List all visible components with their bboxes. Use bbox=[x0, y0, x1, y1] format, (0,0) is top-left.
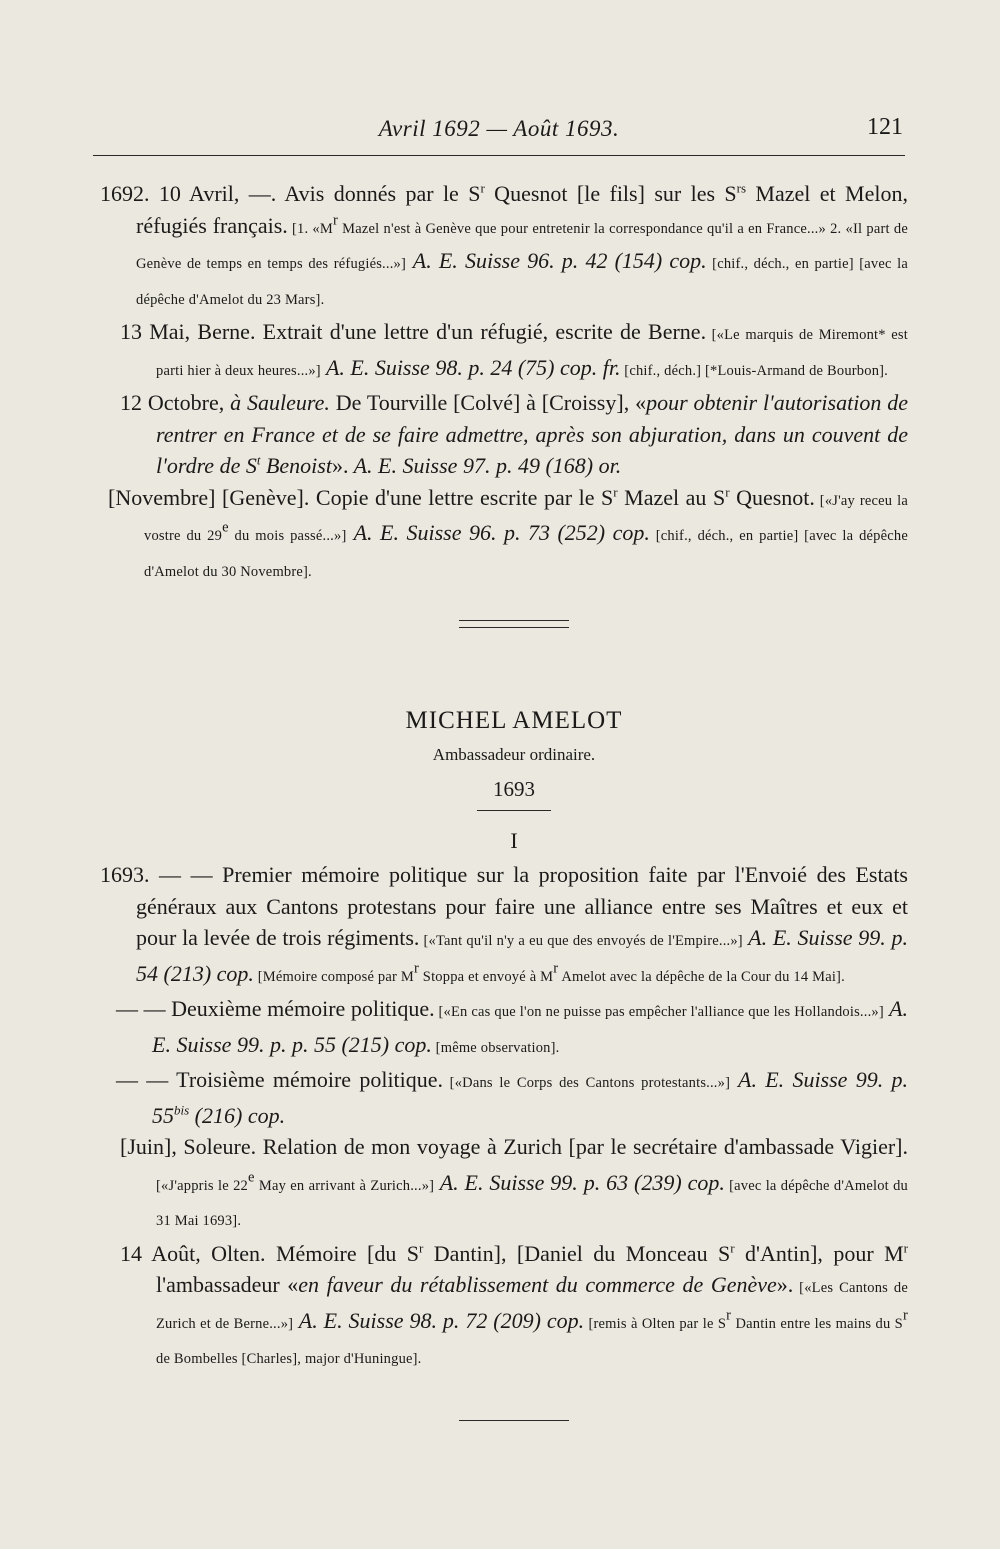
entry-note: [«Le marquis de Miremont* est parti hier à deux heures...»] bbox=[156, 327, 909, 379]
entry-1693-troisieme-memoire bbox=[116, 1064, 908, 1131]
entry-lead: l'ambassadeur « bbox=[156, 1272, 299, 1297]
entry-note: [«J'ay receu la vostre du 29 bbox=[144, 492, 908, 544]
archive-reference: A. E. Suisse 97. p. 49 (168) or. bbox=[348, 453, 622, 478]
entry-lead: De Tourville [Colvé] à [Croissy], « bbox=[329, 390, 647, 415]
superscript: r bbox=[419, 1240, 424, 1256]
superscript: rs bbox=[736, 180, 747, 196]
archive-reference: A. E. Suisse 99. p. 55 bbox=[152, 1067, 909, 1128]
entry-quote: en faveur du rétablissement du commerce de Genève bbox=[298, 1272, 777, 1297]
section-number: I bbox=[510, 828, 518, 853]
superscript: r bbox=[480, 180, 485, 196]
entry-note: Mazel n'est à Genève que pour entretenir la correspondance qu'il a en France...» 2. «Il part de Genève de temps en temps des réfugiés...»] bbox=[136, 220, 908, 272]
entry-1693-juin bbox=[120, 1131, 908, 1238]
superscript: t bbox=[256, 452, 261, 468]
superscript: r bbox=[725, 484, 730, 500]
superscript: r bbox=[613, 484, 618, 500]
archive-reference: A. E. Suisse 98. p. 24 (75) cop. fr. bbox=[320, 354, 621, 380]
section-separator bbox=[459, 620, 569, 628]
superscript: e bbox=[248, 1169, 255, 1186]
entry-lead: Mazel et Melon, réfugiés français. bbox=[136, 181, 908, 238]
superscript: r bbox=[726, 1307, 732, 1324]
entry-lead: 12 Octobre, bbox=[120, 390, 231, 415]
entry-note: Stoppa et envoyé à M bbox=[418, 968, 554, 985]
entry-1692-octobre bbox=[120, 387, 908, 482]
entry-lead: d'Antin], pour M bbox=[734, 1240, 904, 1266]
entry-lead: Mazel au S bbox=[617, 484, 726, 510]
superscript: r bbox=[553, 960, 559, 977]
entry-lead: 14 Août, Olten. Mémoire [du S bbox=[120, 1240, 419, 1266]
entry-note: Amelot avec la dépêche de la Cour du 14 Mai]. bbox=[558, 968, 845, 985]
entry-note: [«J'appris le 22 bbox=[156, 1177, 248, 1194]
year-rule bbox=[477, 810, 551, 811]
entry-note: [chif., déch., en partie] [avec la dépêche d'Amelot du 23 Mars]. bbox=[136, 256, 908, 308]
superscript: e bbox=[222, 519, 229, 536]
entry-note: [«Dans le Corps des Cantons protestants...»] bbox=[443, 1075, 731, 1091]
running-title: Avril 1692 — Août 1693. bbox=[378, 116, 620, 141]
entry-lead: [Novembre] [Genève]. Copie d'une lettre escrite par le S bbox=[108, 484, 614, 510]
entry-quote: pour obtenir l'autorisation de rentrer en France et de se faire admettre, après son abjuration, dans un couvent de l'ordre de S bbox=[156, 390, 908, 478]
entry-lead: — — Deuxième mémoire politique. bbox=[116, 996, 435, 1021]
entry-lead: Quesnot. bbox=[729, 484, 815, 510]
entry-note: [avec la dépêche d'Amelot du 31 Mai 1693]. bbox=[156, 1177, 908, 1229]
entry-note: Dantin entre les mains du S bbox=[731, 1315, 903, 1332]
page-body bbox=[100, 172, 909, 1421]
entry-note: [même observation]. bbox=[431, 1039, 560, 1056]
entry-1693-premier-memoire bbox=[100, 859, 908, 993]
entry-lead: ». bbox=[776, 1272, 794, 1297]
entry-lead: [Juin], Soleure. Relation de mon voyage à Zurich [par le secrétaire d'ambassade Vigier]. bbox=[120, 1134, 908, 1159]
page-number: 121 bbox=[867, 114, 903, 140]
entry-note: [Mémoire composé par M bbox=[253, 968, 414, 985]
entry-note: [chif., déch.] [*Louis-Armand de Bourbon]. bbox=[620, 362, 888, 379]
entry-note: de Bombelles [Charles], major d'Huningue]. bbox=[156, 1351, 422, 1367]
superscript: bis bbox=[174, 1102, 190, 1118]
archive-reference: A. E. Suisse 96. p. 42 (154) cop. bbox=[406, 248, 707, 273]
entry-lead: Dantin], [Daniel du Monceau S bbox=[423, 1240, 731, 1266]
entry-lead: 13 Mai, Berne. Extrait d'une lettre d'un réfugié, escrite de Berne. bbox=[120, 319, 707, 344]
entry-lead: ». bbox=[331, 453, 349, 478]
archive-reference: A. E. Suisse 96. p. 73 (252) cop. bbox=[346, 520, 650, 545]
superscript: r bbox=[730, 1240, 735, 1256]
archive-reference: A. E. Suisse 99. p. 54 (213) cop. bbox=[136, 925, 909, 986]
end-rule bbox=[459, 1420, 569, 1421]
entry-lead: — — Troisième mémoire politique. bbox=[116, 1067, 444, 1092]
archive-reference: A. E. Suisse 99. p. 63 (239) cop. bbox=[434, 1169, 725, 1195]
section-title: MICHEL AMELOT bbox=[405, 707, 623, 734]
entry-quote: Benoist bbox=[260, 453, 332, 478]
entry-1692-avril bbox=[100, 178, 908, 316]
superscript: r bbox=[332, 212, 339, 229]
entry-note: [1. «M bbox=[287, 220, 333, 237]
superscript: r bbox=[902, 1307, 908, 1324]
superscript: r bbox=[903, 1240, 908, 1256]
header-rule bbox=[93, 155, 905, 156]
section-year: 1693 bbox=[493, 777, 535, 801]
entry-note: [«En cas que l'on ne puisse pas empêcher l'alliance que les Hollandois...»] bbox=[434, 1004, 884, 1020]
entry-lead: 1693. — — Premier mémoire politique sur la proposition faite par l'Envoié des Estats généraux aux Cantons protestans pour faire une alliance entre ses Maîtres et eux et pour la levée de trois régiments. bbox=[100, 862, 908, 950]
entry-lead: 1692. 10 Avril, —. Avis donnés par le S bbox=[100, 181, 481, 206]
archive-reference: A. E. Suisse 99. p. p. 55 (215) cop. bbox=[152, 996, 909, 1057]
archive-reference: A. E. Suisse 98. p. 72 (209) cop. bbox=[293, 1307, 585, 1333]
superscript: r bbox=[413, 960, 419, 977]
section-subtitle: Ambassadeur ordinaire. bbox=[432, 745, 596, 764]
section-heading bbox=[120, 704, 908, 855]
page-header bbox=[93, 110, 905, 150]
entry-note: [«Tant qu'il n'y a eu que des envoyés de l'Empire...»] bbox=[419, 933, 743, 949]
entry-note: [«Les Cantons de Zurich et de Berne...»] bbox=[156, 1280, 908, 1332]
entry-1693-aout bbox=[120, 1238, 908, 1376]
entry-1693-deuxieme-memoire bbox=[116, 993, 908, 1064]
archive-reference: (216) cop. bbox=[189, 1102, 286, 1128]
entry-lead: Quesnot [le fils] sur les S bbox=[484, 181, 737, 206]
entry-note: May en arrivant à Zurich...»] bbox=[254, 1177, 435, 1194]
entry-note: du mois passé...»] bbox=[228, 528, 347, 544]
entry-1692-mai bbox=[120, 316, 908, 387]
entry-1692-novembre bbox=[108, 482, 908, 589]
entry-note: [remis à Olten par le S bbox=[584, 1315, 727, 1332]
entry-note: [chif., déch., en partie] [avec la dépêche d'Amelot du 30 Novembre]. bbox=[144, 528, 908, 580]
entry-place: à Sauleure. bbox=[230, 390, 330, 415]
